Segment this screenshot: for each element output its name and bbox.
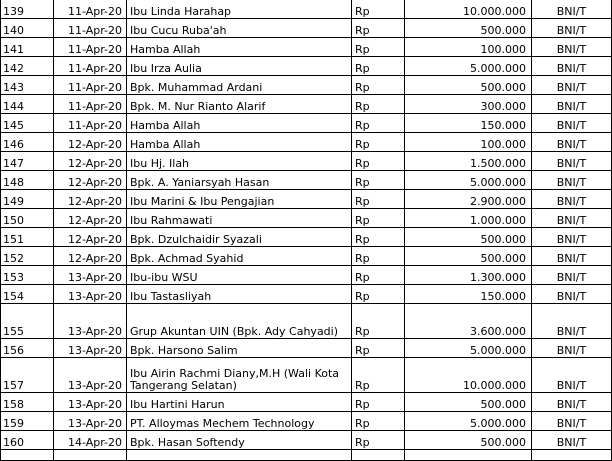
table-row-partial — [1, 450, 612, 461]
date-cell[interactable]: 11-Apr-20 — [54, 76, 127, 95]
bank-cell[interactable]: BNI/T — [532, 393, 612, 412]
donor-name-cell[interactable]: Ibu Tastasliyah — [127, 285, 352, 304]
row-number-cell[interactable]: 145 — [1, 114, 54, 133]
date-cell[interactable]: 13-Apr-20 — [54, 358, 127, 393]
date-cell[interactable]: 14-Apr-20 — [54, 431, 127, 450]
currency-cell[interactable]: Rp — [352, 209, 405, 228]
bank-cell[interactable]: BNI/T — [532, 171, 612, 190]
currency-cell[interactable]: Rp — [352, 19, 405, 38]
bank-cell[interactable]: BNI/T — [532, 412, 612, 431]
donor-name-cell[interactable]: Bpk. Hasan Softendy — [127, 431, 352, 450]
donor-name-cell[interactable]: Bpk. Muhammad Ardani — [127, 76, 352, 95]
currency-cell[interactable]: Rp — [352, 393, 405, 412]
bank-cell[interactable]: BNI/T — [532, 431, 612, 450]
amount-cell[interactable]: 10.000.000 — [405, 0, 532, 19]
donor-name-cell[interactable]: Grup Akuntan UIN (Bpk. Ady Cahyadi) — [127, 304, 352, 339]
donor-name-cell[interactable]: Bpk. Achmad Syahid — [127, 247, 352, 266]
amount-cell[interactable]: 500.000 — [405, 228, 532, 247]
table-row[interactable] — [1, 133, 612, 152]
date-cell[interactable]: 11-Apr-20 — [54, 95, 127, 114]
date-cell[interactable]: 12-Apr-20 — [54, 171, 127, 190]
amount-cell[interactable]: 1.000.000 — [405, 209, 532, 228]
bank-cell[interactable]: BNI/T — [532, 76, 612, 95]
currency-cell[interactable]: Rp — [352, 431, 405, 450]
currency-cell[interactable]: Rp — [352, 228, 405, 247]
table-row[interactable] — [1, 57, 612, 76]
row-number-cell[interactable]: 141 — [1, 38, 54, 57]
amount-cell[interactable]: 500.000 — [405, 431, 532, 450]
amount-cell[interactable]: 5.000.000 — [405, 171, 532, 190]
donor-name-cell[interactable]: Ibu Hartini Harun — [127, 393, 352, 412]
amount-cell[interactable]: 500.000 — [405, 393, 532, 412]
amount-cell[interactable]: 500.000 — [405, 247, 532, 266]
empty-cell — [405, 450, 532, 461]
amount-cell[interactable]: 5.000.000 — [405, 339, 532, 358]
amount-cell[interactable]: 150.000 — [405, 114, 532, 133]
amount-cell[interactable]: 300.000 — [405, 95, 532, 114]
donor-name-cell[interactable]: Bpk. M. Nur Rianto Alarif — [127, 95, 352, 114]
table-body — [1, 0, 612, 461]
date-cell[interactable]: 12-Apr-20 — [54, 247, 127, 266]
table-row[interactable] — [1, 228, 612, 247]
amount-cell[interactable]: 2.900.000 — [405, 190, 532, 209]
table-row[interactable] — [1, 285, 612, 304]
row-number-cell[interactable]: 143 — [1, 76, 54, 95]
date-cell[interactable]: 11-Apr-20 — [54, 57, 127, 76]
empty-cell — [1, 450, 54, 461]
row-number-cell[interactable]: 150 — [1, 209, 54, 228]
row-number-cell[interactable]: 153 — [1, 266, 54, 285]
amount-cell[interactable]: 3.600.000 — [405, 304, 532, 339]
currency-cell[interactable]: Rp — [352, 57, 405, 76]
table-row[interactable] — [1, 358, 612, 393]
donor-name-cell[interactable]: Hamba Allah — [127, 38, 352, 57]
amount-cell[interactable]: 5.000.000 — [405, 57, 532, 76]
donor-name-cell[interactable]: Hamba Allah — [127, 133, 352, 152]
row-number-cell[interactable]: 148 — [1, 171, 54, 190]
date-cell[interactable]: 13-Apr-20 — [54, 393, 127, 412]
date-cell[interactable]: 11-Apr-20 — [54, 38, 127, 57]
bank-cell[interactable]: BNI/T — [532, 209, 612, 228]
date-cell[interactable]: 11-Apr-20 — [54, 114, 127, 133]
row-number-cell[interactable]: 158 — [1, 393, 54, 412]
row-number-cell[interactable]: 159 — [1, 412, 54, 431]
table-row[interactable] — [1, 209, 612, 228]
table-row[interactable] — [1, 19, 612, 38]
currency-cell[interactable]: Rp — [352, 152, 405, 171]
table-row[interactable] — [1, 393, 612, 412]
amount-cell[interactable]: 500.000 — [405, 76, 532, 95]
table-row[interactable] — [1, 114, 612, 133]
amount-cell[interactable]: 500.000 — [405, 19, 532, 38]
currency-cell[interactable]: Rp — [352, 339, 405, 358]
table-row[interactable] — [1, 38, 612, 57]
table-row[interactable] — [1, 171, 612, 190]
currency-cell[interactable]: Rp — [352, 412, 405, 431]
bank-cell[interactable]: BNI/T — [532, 266, 612, 285]
donor-name-cell[interactable]: PT. Alloymas Mechem Technology — [127, 412, 352, 431]
currency-cell[interactable]: Rp — [352, 358, 405, 393]
table-row[interactable] — [1, 152, 612, 171]
date-cell[interactable]: 12-Apr-20 — [54, 152, 127, 171]
row-number-cell[interactable]: 154 — [1, 285, 54, 304]
amount-cell[interactable]: 1.300.000 — [405, 266, 532, 285]
amount-cell[interactable]: 5.000.000 — [405, 412, 532, 431]
amount-cell[interactable]: 150.000 — [405, 285, 532, 304]
date-cell[interactable]: 12-Apr-20 — [54, 209, 127, 228]
row-number-cell[interactable]: 155 — [1, 304, 54, 339]
donor-name-cell[interactable]: Ibu Irza Aulia — [127, 57, 352, 76]
bank-cell[interactable]: BNI/T — [532, 57, 612, 76]
date-cell[interactable]: 11-Apr-20 — [54, 0, 127, 19]
table-row[interactable] — [1, 76, 612, 95]
empty-cell — [54, 450, 127, 461]
donor-name-cell[interactable]: Ibu Rahmawati — [127, 209, 352, 228]
row-number-cell[interactable]: 156 — [1, 339, 54, 358]
table-row[interactable] — [1, 339, 612, 358]
date-cell[interactable]: 13-Apr-20 — [54, 266, 127, 285]
empty-cell — [127, 450, 352, 461]
currency-cell[interactable]: Rp — [352, 285, 405, 304]
bank-cell[interactable]: BNI/T — [532, 152, 612, 171]
currency-cell[interactable]: Rp — [352, 114, 405, 133]
amount-cell[interactable]: 10.000.000 — [405, 358, 532, 393]
row-number-cell[interactable]: 139 — [1, 0, 54, 19]
row-number-cell[interactable]: 142 — [1, 57, 54, 76]
donor-name-cell[interactable]: Bpk. A. Yaniarsyah Hasan — [127, 171, 352, 190]
bank-cell[interactable]: BNI/T — [532, 285, 612, 304]
date-cell[interactable]: 11-Apr-20 — [54, 19, 127, 38]
table-row[interactable] — [1, 412, 612, 431]
amount-cell[interactable]: 1.500.000 — [405, 152, 532, 171]
donor-name-cell[interactable]: Ibu Cucu Ruba'ah — [127, 19, 352, 38]
amount-cell[interactable]: 100.000 — [405, 38, 532, 57]
date-cell[interactable]: 12-Apr-20 — [54, 190, 127, 209]
table-row[interactable] — [1, 304, 612, 339]
bank-cell[interactable]: BNI/T — [532, 133, 612, 152]
donor-name-cell[interactable]: Bpk. Dzulchaidir Syazali — [127, 228, 352, 247]
donor-name-cell[interactable]: Ibu Marini & Ibu Pengajian — [127, 190, 352, 209]
bank-cell[interactable]: BNI/T — [532, 114, 612, 133]
bank-cell[interactable]: BNI/T — [532, 228, 612, 247]
bank-cell[interactable]: BNI/T — [532, 339, 612, 358]
bank-cell[interactable]: BNI/T — [532, 190, 612, 209]
currency-cell[interactable]: Rp — [352, 171, 405, 190]
date-cell[interactable]: 13-Apr-20 — [54, 304, 127, 339]
bank-cell[interactable]: BNI/T — [532, 38, 612, 57]
table-row[interactable] — [1, 95, 612, 114]
bank-cell[interactable]: BNI/T — [532, 19, 612, 38]
donor-name-cell[interactable]: Bpk. Harsono Salim — [127, 339, 352, 358]
row-number-cell[interactable]: 152 — [1, 247, 54, 266]
currency-cell[interactable]: Rp — [352, 0, 405, 19]
date-cell[interactable]: 13-Apr-20 — [54, 412, 127, 431]
empty-cell — [532, 450, 612, 461]
row-number-cell[interactable]: 149 — [1, 190, 54, 209]
row-number-cell[interactable]: 157 — [1, 358, 54, 393]
currency-cell[interactable]: Rp — [352, 133, 405, 152]
currency-cell[interactable]: Rp — [352, 247, 405, 266]
donor-name-cell[interactable]: Ibu-ibu WSU — [127, 266, 352, 285]
donor-name-cell[interactable]: Hamba Allah — [127, 114, 352, 133]
currency-cell[interactable]: Rp — [352, 76, 405, 95]
donor-name-cell[interactable]: Ibu Hj. Ilah — [127, 152, 352, 171]
date-cell[interactable]: 13-Apr-20 — [54, 339, 127, 358]
table-row[interactable] — [1, 0, 612, 19]
table-row[interactable] — [1, 247, 612, 266]
row-number-cell[interactable]: 140 — [1, 19, 54, 38]
row-number-cell[interactable]: 147 — [1, 152, 54, 171]
currency-cell[interactable]: Rp — [352, 266, 405, 285]
table-row[interactable] — [1, 431, 612, 450]
date-cell[interactable]: 13-Apr-20 — [54, 285, 127, 304]
row-number-cell[interactable]: 144 — [1, 95, 54, 114]
bank-cell[interactable]: BNI/T — [532, 304, 612, 339]
date-cell[interactable]: 12-Apr-20 — [54, 133, 127, 152]
currency-cell[interactable]: Rp — [352, 38, 405, 57]
bank-cell[interactable]: BNI/T — [532, 95, 612, 114]
date-cell[interactable]: 12-Apr-20 — [54, 228, 127, 247]
empty-cell — [352, 450, 405, 461]
bank-cell[interactable]: BNI/T — [532, 358, 612, 393]
table-row[interactable] — [1, 190, 612, 209]
donor-name-cell[interactable]: Ibu Airin Rachmi Diany,M.H (Wali Kota Tangerang Selatan) — [127, 358, 352, 393]
amount-cell[interactable]: 100.000 — [405, 133, 532, 152]
currency-cell[interactable]: Rp — [352, 95, 405, 114]
table-row[interactable] — [1, 266, 612, 285]
donor-name-cell[interactable]: Ibu Linda Harahap — [127, 0, 352, 19]
bank-cell[interactable]: BNI/T — [532, 247, 612, 266]
row-number-cell[interactable]: 146 — [1, 133, 54, 152]
row-number-cell[interactable]: 151 — [1, 228, 54, 247]
row-number-cell[interactable]: 160 — [1, 431, 54, 450]
bank-cell[interactable]: BNI/T — [532, 0, 612, 19]
currency-cell[interactable]: Rp — [352, 190, 405, 209]
currency-cell[interactable]: Rp — [352, 304, 405, 339]
